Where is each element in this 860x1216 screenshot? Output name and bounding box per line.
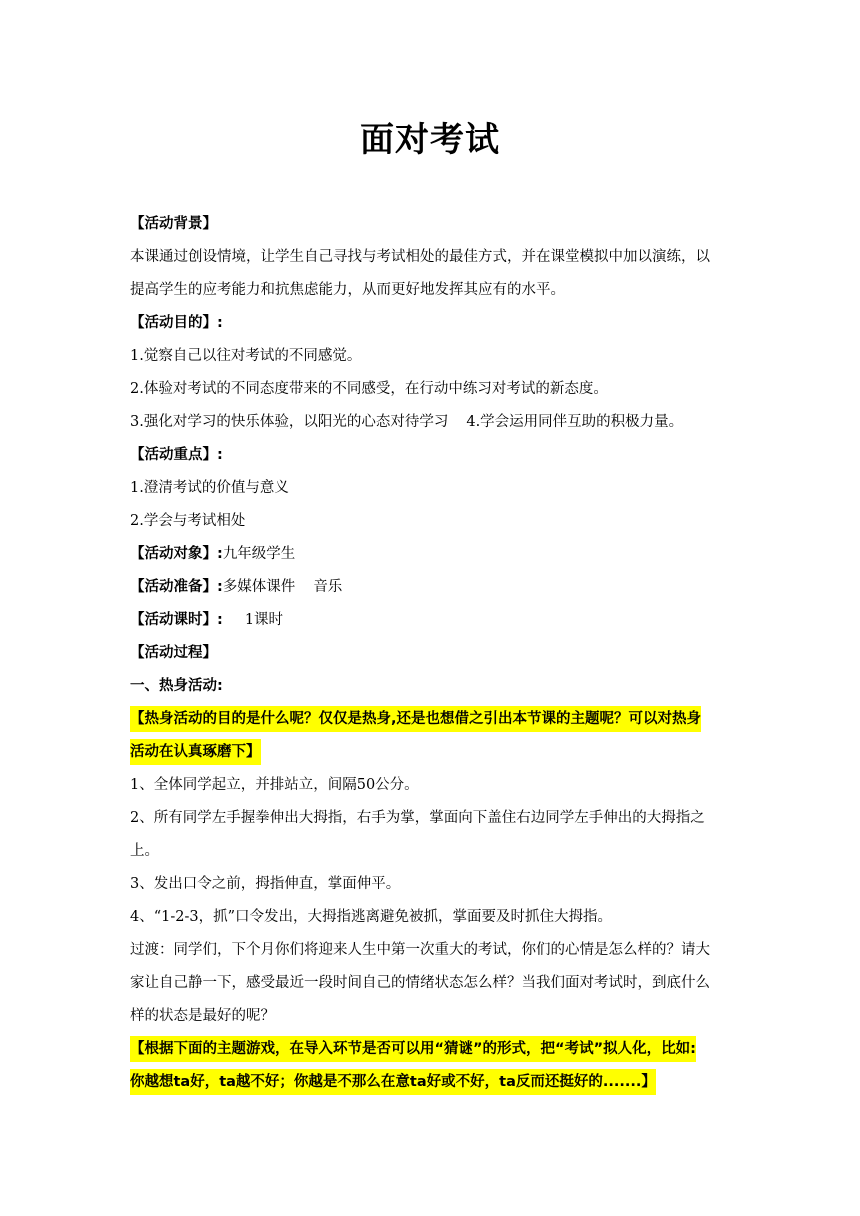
focus-item-1: 1.澄清考试的价值与意义	[130, 480, 289, 496]
transition-line-2: 家让自己静一下，感受最近一段时间自己的情绪状态怎么样？当我们面对考试时，到底什么	[130, 975, 710, 991]
goal-item-1: 1.觉察自己以往对考试的不同感觉。	[130, 348, 362, 364]
goal-item-2: 2.体验对考试的不同态度带来的不同感受，在行动中练习对考试的新态度。	[130, 381, 608, 397]
highlighted-note: 活动在认真琢磨下】	[130, 739, 261, 765]
process-heading: 【活动过程】	[130, 645, 217, 661]
game-note-line-1	[130, 1033, 732, 1066]
step-4: 4、“1-2-3，抓”口令发出，大拇指逃离避免被抓，掌面要及时抓住大拇指。	[130, 909, 613, 925]
highlighted-note: 【热身活动的目的是什么呢？仅仅是热身,还是也想借之引出本节课的主题呢？可以对热身	[130, 706, 701, 732]
highlighted-note: 你越想ta好，ta越不好；你越是不那么在意ta好或不好，ta反而还挺好的.......】	[130, 1069, 656, 1095]
page-title: 面对考试	[360, 120, 500, 160]
document-body	[130, 208, 732, 1099]
background-text-line-1: 本课通过创设情境，让学生自己寻找与考试相处的最佳方式，并在课堂模拟中加以演练，以	[130, 249, 710, 265]
warmup-note-line-1	[130, 703, 732, 736]
goal-item-4: 4.学会运用同伴互助的积极力量。	[466, 414, 684, 430]
target-label: 【活动对象】:	[130, 546, 223, 562]
game-note-line-2	[130, 1066, 732, 1099]
goals-heading: 【活动目的】:	[130, 315, 223, 331]
step-2-line-2: 上。	[130, 843, 159, 859]
focus-heading: 【活动重点】:	[130, 447, 223, 463]
prep-row	[130, 571, 732, 604]
step-2-line-1: 2、所有同学左手握拳伸出大拇指，右手为掌，掌面向下盖住右边同学左手伸出的大拇指之	[130, 810, 705, 826]
target-row	[130, 538, 732, 571]
step-1: 1、全体同学起立，并排站立，间隔50公分。	[130, 777, 419, 793]
prep-label: 【活动准备】:	[130, 579, 223, 595]
focus-item-2: 2.学会与考试相处	[130, 513, 246, 529]
transition-line-1: 过渡：同学们，下个月你们将迎来人生中第一次重大的考试，你们的心情是怎么样的？请大	[130, 942, 710, 958]
transition-line-3: 样的状态是最好的呢？	[130, 1008, 275, 1024]
goal-item-3: 3.强化对学习的快乐体验，以阳光的心态对待学习	[130, 414, 449, 430]
background-heading: 【活动背景】	[130, 216, 217, 232]
prep-value-2: 音乐	[313, 579, 343, 595]
background-text-line-2: 提高学生的应考能力和抗焦虑能力，从而更好地发挥其应有的水平。	[130, 282, 565, 298]
warmup-section-heading: 一、热身活动:	[130, 678, 223, 694]
hours-label: 【活动课时】:	[130, 612, 223, 628]
hours-row	[130, 604, 732, 637]
step-3: 3、发出口令之前，拇指伸直，掌面伸平。	[130, 876, 401, 892]
warmup-note-line-2	[130, 736, 732, 769]
highlighted-note: 【根据下面的主题游戏，在导入环节是否可以用“猜谜”的形式，把“考试”拟人化，比如:	[130, 1036, 696, 1062]
target-value: 九年级学生	[222, 546, 296, 562]
goal-items-3-4	[130, 406, 732, 439]
prep-value-1: 多媒体课件	[222, 579, 296, 595]
hours-value: 1课时	[244, 612, 284, 628]
